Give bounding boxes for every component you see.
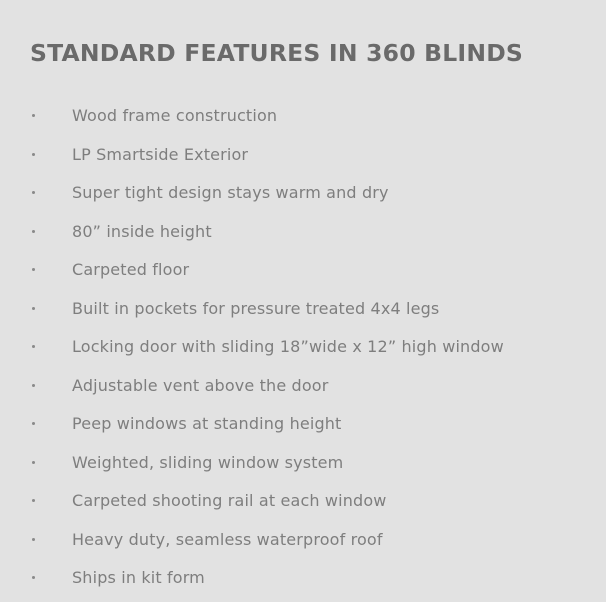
feature-list <box>0 97 606 598</box>
page-title: STANDARD FEATURES IN 360 BLINDS <box>30 39 524 67</box>
list-item <box>0 559 606 598</box>
bullet-icon <box>32 461 35 464</box>
feature-text: Adjustable vent above the door <box>72 375 329 395</box>
feature-text: Super tight design stays warm and dry <box>72 183 389 202</box>
feature-text: Weighted, sliding window system <box>72 452 344 472</box>
feature-text: Built in pockets for pressure treated 4x4 legs <box>72 298 440 318</box>
list-item <box>0 328 606 367</box>
list-item <box>0 444 606 483</box>
bullet-icon <box>32 422 35 425</box>
bullet-icon <box>32 384 35 387</box>
feature-text: Ships in kit form <box>72 568 205 587</box>
list-item <box>0 290 606 329</box>
list-item <box>0 521 606 560</box>
bullet-icon <box>32 307 35 310</box>
feature-text: LP Smartside Exterior <box>72 144 249 164</box>
bullet-icon <box>32 538 35 541</box>
bullet-icon <box>32 114 35 117</box>
bullet-icon <box>32 191 35 194</box>
list-item <box>0 174 606 213</box>
list-item <box>0 213 606 252</box>
bullet-icon <box>32 499 35 502</box>
feature-text: Peep windows at standing height <box>72 414 342 433</box>
feature-text: Carpeted shooting rail at each window <box>72 491 387 510</box>
bullet-icon <box>32 153 35 156</box>
list-item <box>0 136 606 175</box>
list-item <box>0 405 606 444</box>
list-item <box>0 482 606 521</box>
bullet-icon <box>32 268 35 271</box>
feature-text: 80” inside height <box>72 221 212 241</box>
feature-text: Locking door with sliding 18”wide x 12” high window <box>72 337 504 356</box>
feature-text: Carpeted floor <box>72 260 190 279</box>
feature-text: Heavy duty, seamless waterproof roof <box>72 529 383 549</box>
bullet-icon <box>32 345 35 348</box>
bullet-icon <box>32 576 35 579</box>
feature-text: Wood frame construction <box>72 106 278 125</box>
list-item <box>0 97 606 136</box>
list-item <box>0 251 606 290</box>
list-item <box>0 367 606 406</box>
bullet-icon <box>32 230 35 233</box>
